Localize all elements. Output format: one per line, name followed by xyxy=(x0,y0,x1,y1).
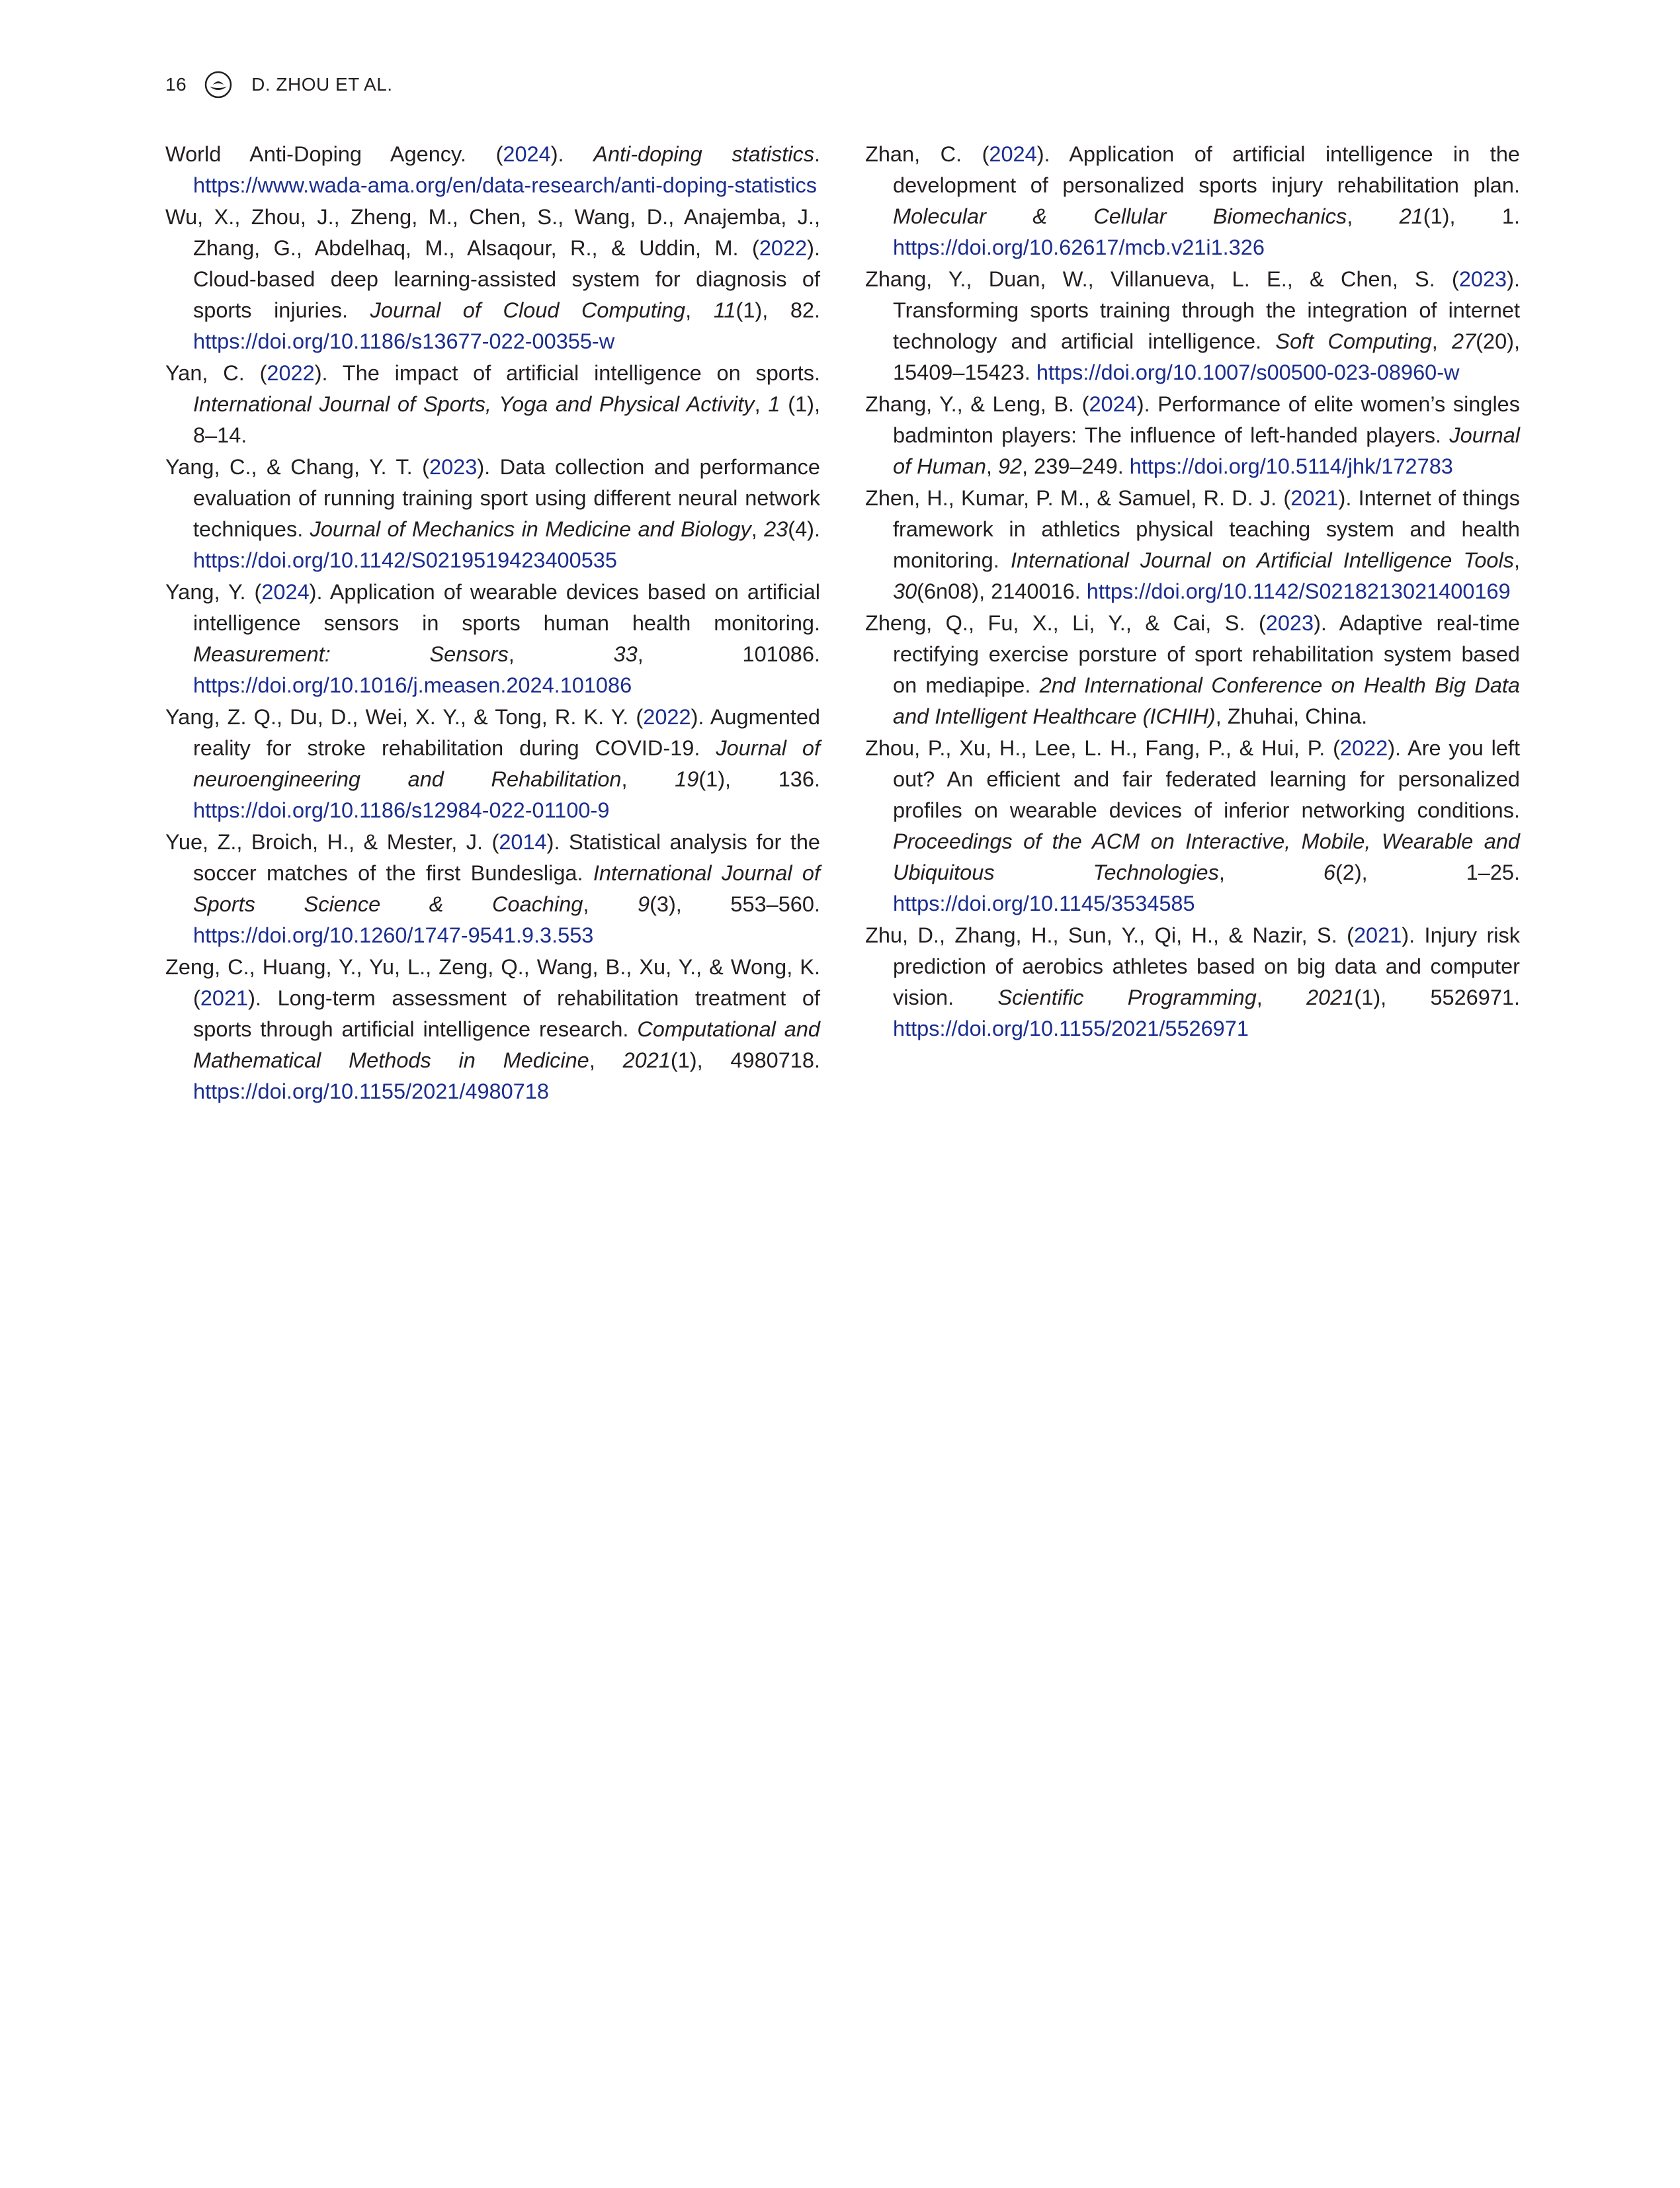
reference-pages: , 239–249. xyxy=(1022,454,1130,478)
reference-text: , xyxy=(508,642,614,666)
reference-text: , xyxy=(1513,548,1520,572)
reference-year-link[interactable]: 2014 xyxy=(499,830,547,854)
reference-source-title: Journal of neuroengineering and Rehabilitation xyxy=(193,736,820,791)
reference-doi-link[interactable]: https://doi.org/10.5114/jhk/172783 xyxy=(1129,454,1453,478)
reference-pages: (2), 1–25. xyxy=(1335,861,1520,884)
reference-source-title: International Journal of Sports, Yoga and Physical Activity xyxy=(193,392,755,416)
reference-source-title: Anti-doping statistics xyxy=(593,142,814,166)
reference-pages: (1), 5526971. xyxy=(1354,986,1521,1009)
reference-doi-link[interactable]: https://doi.org/10.62617/mcb.v21i1.326 xyxy=(893,235,1265,259)
reference-text: ). Internet of things framework in athletics physical teaching system and health monitoring. xyxy=(893,486,1520,572)
reference-year-link[interactable]: 2022 xyxy=(759,236,808,260)
reference-authors: Yue, Z., Broich, H., & Mester, J. ( xyxy=(165,830,499,854)
reference-entry xyxy=(865,608,1520,732)
reference-volume: 6 xyxy=(1323,861,1335,884)
reference-source-title: 2nd International Conference on Health Big Data and Intelligent Healthcare (ICHIH) xyxy=(893,673,1520,728)
reference-volume: 23 xyxy=(764,517,788,541)
running-title: D. ZHOU ET AL. xyxy=(251,74,393,95)
reference-text: . xyxy=(814,142,821,166)
publisher-logo-icon xyxy=(204,70,233,99)
reference-entry xyxy=(165,452,820,576)
reference-source-title: Molecular & Cellular Biomechanics xyxy=(893,204,1347,228)
reference-pages: (1), 1. xyxy=(1423,204,1520,228)
reference-text: ). Data collection and performance evaluation of running training sport using different neural network techniques. xyxy=(193,455,820,541)
reference-volume: 2021 xyxy=(622,1048,671,1072)
reference-authors: Yan, C. ( xyxy=(165,361,267,385)
reference-text: , xyxy=(1347,204,1400,228)
reference-pages: (1), 82. xyxy=(735,298,820,322)
reference-text: ). Performance of elite women’s singles badminton players: The influence of left-handed players. xyxy=(893,392,1521,447)
reference-entry xyxy=(865,483,1520,607)
reference-text: ). Cloud-based deep learning-assisted system for diagnosis of sports injuries. xyxy=(193,236,820,322)
reference-source-title: International Journal on Artificial Intelligence Tools xyxy=(1010,548,1514,572)
reference-pages: (3), 553–560. xyxy=(650,892,820,916)
reference-authors: Zhen, H., Kumar, P. M., & Samuel, R. D. J. ( xyxy=(865,486,1291,510)
reference-entry xyxy=(865,139,1520,263)
reference-text: , xyxy=(583,892,638,916)
reference-year-link[interactable]: 2023 xyxy=(429,455,478,479)
reference-source-title: Journal of Cloud Computing xyxy=(370,298,686,322)
running-head xyxy=(165,69,393,101)
reference-text: ). Long-term assessment of rehabilitation treatment of sports through artificial intelligence research. xyxy=(193,986,820,1041)
reference-volume: 9 xyxy=(638,892,650,916)
reference-doi-link[interactable]: https://doi.org/10.1016/j.measen.2024.101086 xyxy=(193,673,632,697)
reference-doi-link[interactable]: https://doi.org/10.1260/1747-9541.9.3.553 xyxy=(193,923,594,947)
reference-doi-link[interactable]: https://doi.org/10.1142/S0219519423400535 xyxy=(193,548,617,572)
reference-source-title: Journal of Human xyxy=(893,423,1520,478)
reference-volume: 33 xyxy=(613,642,638,666)
reference-entry xyxy=(165,202,820,357)
reference-entry xyxy=(865,264,1520,388)
reference-text: ). xyxy=(550,142,594,166)
reference-source-title: Soft Computing xyxy=(1275,329,1432,353)
reference-pages: (6n08), 2140016. xyxy=(917,579,1087,603)
reference-year-link[interactable]: 2021 xyxy=(1290,486,1339,510)
reference-pages: , 101086. xyxy=(637,642,820,666)
reference-entry xyxy=(865,733,1520,919)
references-left-column xyxy=(165,139,820,1108)
reference-text: , xyxy=(751,517,765,541)
reference-pages: (4). xyxy=(788,517,820,541)
reference-text: , xyxy=(685,298,714,322)
reference-entry xyxy=(165,577,820,701)
reference-volume: 1 xyxy=(768,392,780,416)
reference-entry xyxy=(865,389,1520,482)
reference-text: , xyxy=(986,454,998,478)
reference-authors: World Anti-Doping Agency. ( xyxy=(165,142,503,166)
reference-year-link[interactable]: 2023 xyxy=(1265,611,1314,635)
reference-year-link[interactable]: 2022 xyxy=(267,361,315,385)
reference-authors: Zhou, P., Xu, H., Lee, L. H., Fang, P., & Hui, P. ( xyxy=(865,736,1340,760)
reference-entry xyxy=(165,358,820,451)
reference-volume: 27 xyxy=(1452,329,1476,353)
reference-authors: Yang, C., & Chang, Y. T. ( xyxy=(165,455,429,479)
reference-text: ). Adaptive real-time rectifying exercise porsture of sport rehabilitation system based on mediapipe. xyxy=(893,611,1520,697)
reference-authors: Zhu, D., Zhang, H., Sun, Y., Qi, H., & Nazir, S. ( xyxy=(865,923,1354,947)
reference-authors: Zhang, Y., & Leng, B. ( xyxy=(865,392,1089,416)
reference-text: ). Transforming sports training through the integration of internet technology and artificial intelligence. xyxy=(893,267,1520,353)
reference-pages: (1), 136. xyxy=(698,767,820,791)
reference-volume: 30 xyxy=(893,579,917,603)
reference-authors: Zheng, Q., Fu, X., Li, Y., & Cai, S. ( xyxy=(865,611,1266,635)
reference-pages: (1), 4980718. xyxy=(670,1048,820,1072)
reference-source-title: International Journal of Sports Science & Coaching xyxy=(193,861,820,916)
reference-entry xyxy=(165,827,820,951)
reference-text: ). Application of wearable devices based on artificial intelligence sensors in sports human health monitoring. xyxy=(193,580,820,635)
reference-authors: Zhan, C. ( xyxy=(865,142,989,166)
reference-authors: Wu, X., Zhou, J., Zheng, M., Chen, S., Wang, D., Anajemba, J., Zhang, G., Abdelhaq, M., Alsaqour, R., & Uddin, M. ( xyxy=(165,205,820,260)
reference-doi-link[interactable]: https://www.wada-ama.org/en/data-research/anti-doping-statistics xyxy=(193,173,817,197)
reference-doi-link[interactable]: https://doi.org/10.1145/3534585 xyxy=(893,892,1195,915)
reference-text: ). Application of artificial intelligence in the development of personalized sports injury rehabilitation plan. xyxy=(893,142,1520,197)
reference-text: , xyxy=(1218,861,1323,884)
reference-doi-link[interactable]: https://doi.org/10.1186/s12984-022-01100-9 xyxy=(193,798,610,822)
reference-text: , xyxy=(754,392,769,416)
reference-authors: Zeng, C., Huang, Y., Yu, L., Zeng, Q., Wang, B., Xu, Y., & Wong, K. ( xyxy=(165,955,820,1010)
reference-year-link[interactable]: 2021 xyxy=(1353,923,1402,947)
reference-source-title: Scientific Programming xyxy=(997,986,1257,1009)
reference-text: ). Augmented reality for stroke rehabilitation during COVID-19. xyxy=(193,705,820,760)
reference-entry xyxy=(165,139,820,201)
reference-entry xyxy=(165,952,820,1107)
references-right-column xyxy=(865,139,1520,1045)
reference-year-link[interactable]: 2021 xyxy=(200,986,249,1010)
reference-text: ). The impact of artificial intelligence on sports. xyxy=(314,361,820,385)
reference-year-link[interactable]: 2024 xyxy=(1089,392,1137,416)
reference-text: ). Injury risk prediction of aerobics athletes based on big data and computer vision. xyxy=(893,923,1520,1009)
reference-authors: Zhang, Y., Duan, W., Villanueva, L. E., & Chen, S. ( xyxy=(865,267,1459,291)
reference-year-link[interactable]: 2024 xyxy=(503,142,551,166)
reference-text: , xyxy=(589,1048,623,1072)
reference-doi-link[interactable]: https://doi.org/10.1155/2021/4980718 xyxy=(193,1079,549,1103)
page-number: 16 xyxy=(165,74,187,95)
reference-pages: (1), 8–14. xyxy=(193,392,821,447)
reference-doi-link[interactable]: https://doi.org/10.1155/2021/5526971 xyxy=(893,1017,1249,1040)
reference-pages: (20), 15409–15423. xyxy=(893,329,1520,384)
reference-year-link[interactable]: 2023 xyxy=(1458,267,1507,291)
reference-volume: 11 xyxy=(713,298,736,322)
reference-text: , xyxy=(1256,986,1307,1009)
reference-doi-link[interactable]: https://doi.org/10.1186/s13677-022-00355-w xyxy=(193,329,615,353)
reference-year-link[interactable]: 2022 xyxy=(643,705,691,729)
reference-authors: Yang, Z. Q., Du, D., Wei, X. Y., & Tong, R. K. Y. ( xyxy=(165,705,644,729)
reference-volume: 2021 xyxy=(1306,986,1355,1009)
reference-source-title: Computational and Mathematical Methods in Medicine xyxy=(193,1017,820,1072)
reference-text: , xyxy=(1431,329,1452,353)
reference-text: ). Statistical analysis for the soccer matches of the first Bundesliga. xyxy=(193,830,820,885)
reference-authors: Yang, Y. ( xyxy=(165,580,262,604)
reference-volume: 19 xyxy=(675,767,699,791)
reference-doi-link[interactable]: https://doi.org/10.1007/s00500-023-08960-w xyxy=(1036,360,1460,384)
reference-year-link[interactable]: 2024 xyxy=(989,142,1037,166)
reference-text: ). Are you left out? An efficient and fair federated learning for personalized profiles on wearable devices of inferior networking conditions. xyxy=(893,736,1520,822)
reference-entry xyxy=(865,920,1520,1044)
reference-text: , Zhuhai, China. xyxy=(1215,704,1368,728)
reference-entry xyxy=(165,702,820,826)
reference-source-title: Measurement: Sensors xyxy=(193,642,509,666)
reference-source-title: Proceedings of the ACM on Interactive, Mobile, Wearable and Ubiquitous Technologies xyxy=(893,829,1520,884)
reference-text: , xyxy=(621,767,675,791)
reference-doi-link[interactable]: https://doi.org/10.1142/S0218213021400169 xyxy=(1086,579,1511,603)
reference-volume: 92 xyxy=(997,454,1023,478)
reference-volume: 21 xyxy=(1399,204,1423,228)
reference-year-link[interactable]: 2022 xyxy=(1339,736,1388,760)
reference-source-title: Journal of Mechanics in Medicine and Biology xyxy=(310,517,751,541)
reference-year-link[interactable]: 2024 xyxy=(261,580,310,604)
